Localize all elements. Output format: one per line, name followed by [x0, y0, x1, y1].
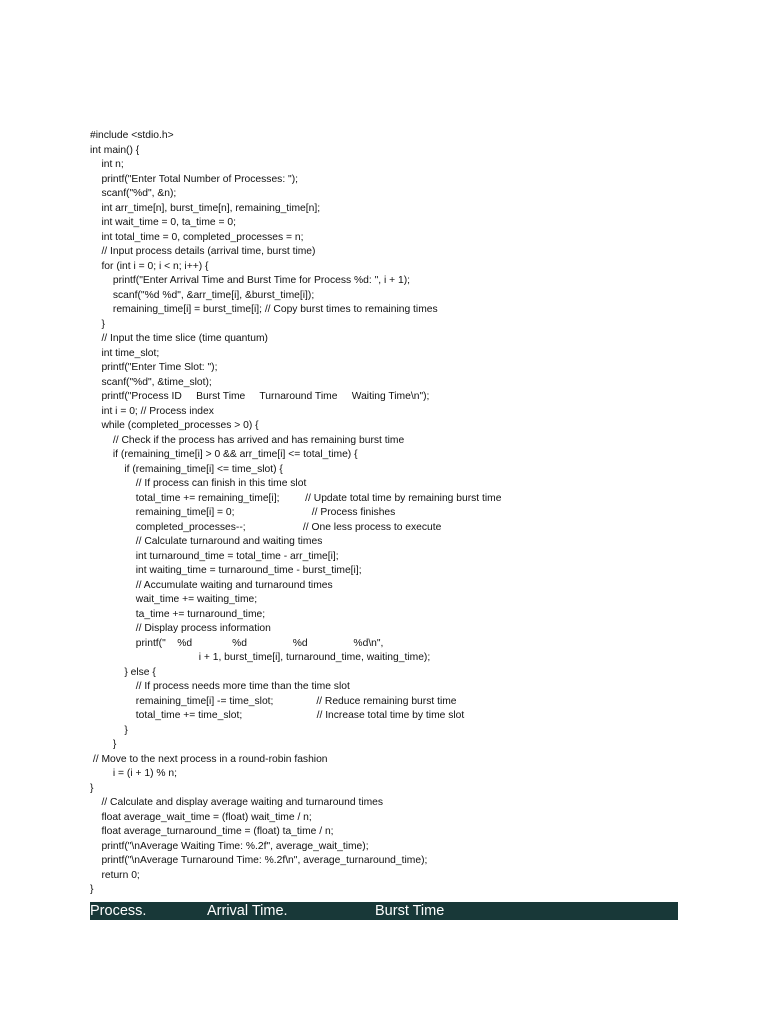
- code-line: } else {: [90, 666, 156, 678]
- code-line: printf("\nAverage Turnaround Time: %.2f\n", average_turnaround_time);: [90, 855, 428, 866]
- code-line: printf("Process ID Burst Time Turnaround Time Waiting Time\n");: [90, 391, 430, 402]
- code-line: scanf("%d %d", &arr_time[i], &burst_time[i]);: [90, 289, 315, 301]
- code-line: // Display process information: [90, 623, 271, 634]
- code-line: ta_time += turnaround_time;: [90, 608, 266, 620]
- code-line: while (completed_processes > 0) {: [90, 420, 259, 431]
- code-line: }: [90, 739, 117, 750]
- code-line: int wait_time = 0, ta_time = 0;: [90, 217, 236, 228]
- table-header-row: [90, 902, 678, 920]
- code-line: // Input process details (arrival time, burst time): [90, 246, 316, 257]
- code-line: // Input the time slice (time quantum): [90, 333, 268, 344]
- code-line: return 0;: [90, 869, 140, 881]
- code-line: int n;: [90, 159, 124, 170]
- code-line: // If process needs more time than the time slot: [90, 681, 350, 692]
- code-line: float average_wait_time = (float) wait_time / n;: [90, 811, 312, 823]
- code-line: #include <stdio.h>: [90, 130, 174, 141]
- code-listing: [90, 129, 690, 898]
- code-line: for (int i = 0; i < n; i++) {: [90, 260, 209, 272]
- code-line: total_time += remaining_time[i]; // Update total time by remaining burst time: [90, 492, 502, 504]
- code-line: int waiting_time = turnaround_time - burst_time[i];: [90, 565, 362, 576]
- code-line: int main() {: [90, 144, 140, 156]
- code-line: }: [90, 724, 128, 736]
- code-line: scanf("%d", &n);: [90, 188, 177, 199]
- code-line: printf("Enter Arrival Time and Burst Time for Process %d: ", i + 1);: [90, 275, 411, 286]
- code-line: }: [90, 884, 94, 895]
- code-line: float average_turnaround_time = (float) ta_time / n;: [90, 826, 334, 837]
- code-line: // Move to the next process in a round-robin fashion: [90, 753, 328, 765]
- code-line: wait_time += waiting_time;: [90, 594, 258, 605]
- code-line: i + 1, burst_time[i], turnaround_time, waiting_time);: [90, 652, 431, 663]
- code-line: i = (i + 1) % n;: [90, 768, 177, 779]
- code-line: int total_time = 0, completed_processes = n;: [90, 231, 304, 243]
- code-line: remaining_time[i] = 0; // Process finishes: [90, 507, 396, 518]
- code-line: int turnaround_time = total_time - arr_time[i];: [90, 550, 339, 562]
- code-line: }: [90, 782, 94, 794]
- code-line: // Accumulate waiting and turnaround times: [90, 579, 333, 591]
- code-line: // Calculate and display average waiting and turnaround times: [90, 797, 384, 808]
- table-header-process: Process.: [90, 903, 147, 919]
- code-line: total_time += time_slot; // Increase total time by time slot: [90, 710, 465, 721]
- code-line: completed_processes--; // One less process to execute: [90, 521, 442, 533]
- table-header-arrival-time: Arrival Time.: [207, 903, 288, 919]
- code-line: int i = 0; // Process index: [90, 405, 214, 417]
- code-line: printf("Enter Total Number of Processes: ");: [90, 173, 298, 185]
- code-line: remaining_time[i] -= time_slot; // Reduce remaining burst time: [90, 695, 457, 707]
- code-line: printf("Enter Time Slot: ");: [90, 362, 218, 373]
- code-line: int arr_time[n], burst_time[n], remaining_time[n];: [90, 202, 321, 214]
- code-line: printf("\nAverage Waiting Time: %.2f", average_wait_time);: [90, 840, 369, 852]
- code-line: // Calculate turnaround and waiting times: [90, 536, 323, 547]
- code-line: remaining_time[i] = burst_time[i]; // Copy burst times to remaining times: [90, 304, 438, 315]
- code-line: if (remaining_time[i] <= time_slot) {: [90, 463, 283, 475]
- table-header-burst-time: Burst Time: [375, 903, 445, 919]
- code-line: // Check if the process has arrived and has remaining burst time: [90, 434, 405, 446]
- code-line: printf(" %d %d %d %d\n",: [90, 637, 384, 649]
- code-line: scanf("%d", &time_slot);: [90, 376, 212, 388]
- code-line: int time_slot;: [90, 347, 160, 359]
- code-line: // If process can finish in this time slot: [90, 478, 307, 489]
- code-line: if (remaining_time[i] > 0 && arr_time[i] <= total_time) {: [90, 449, 358, 460]
- code-line: }: [90, 318, 105, 330]
